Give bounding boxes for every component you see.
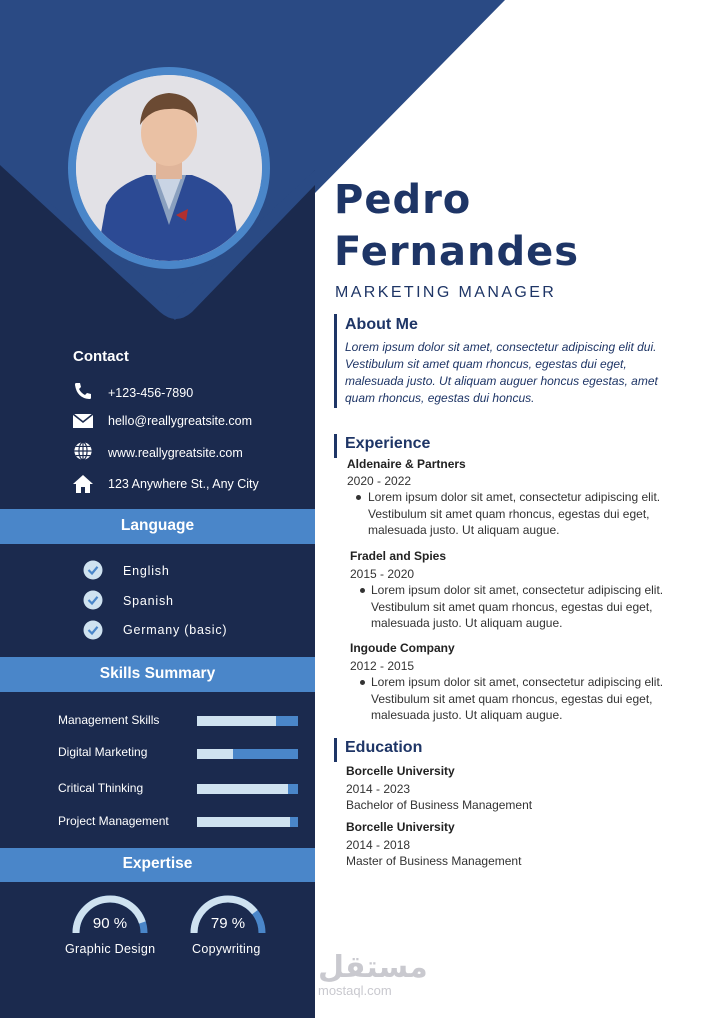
profile-photo: [76, 75, 262, 261]
skills-title: Skills Summary: [99, 665, 216, 682]
watermark-logo: مستقل: [318, 951, 428, 984]
first-name: Pedro: [334, 177, 472, 223]
home-icon: [72, 474, 94, 494]
gauge-label: Graphic Design: [65, 942, 156, 956]
check-icon: [83, 620, 103, 640]
education-period: 2014 - 2018: [346, 838, 411, 852]
language-item: Germany (basic): [123, 623, 228, 637]
phone-icon: [72, 381, 94, 401]
contact-email[interactable]: hello@reallygreatsite.com: [108, 414, 253, 428]
gauge-label: Copywriting: [192, 942, 261, 956]
job-company: Fradel and Spies: [350, 549, 447, 563]
job-period: 2020 - 2022: [347, 474, 412, 488]
contact-address: 123 Anywhere St., Any City: [108, 477, 259, 491]
bullet-icon: [360, 588, 365, 593]
skill-fill: [197, 784, 288, 794]
language-item: Spanish: [123, 594, 174, 608]
skill-bar: [197, 817, 298, 827]
portrait-photo-icon: [76, 75, 262, 261]
skill-label: Management Skills: [58, 713, 160, 727]
about-accent-bar: [334, 314, 337, 408]
education-degree: Master of Business Management: [346, 854, 522, 868]
skill-label: Project Management: [58, 814, 169, 828]
gauge-value: 90 %: [92, 915, 128, 932]
language-title: Language: [120, 517, 195, 534]
job-period: 2015 - 2020: [350, 567, 415, 581]
about-title: About Me: [345, 316, 418, 333]
education-school: Borcelle University: [346, 820, 455, 834]
skill-bar: [197, 749, 298, 759]
skill-fill: [197, 716, 276, 726]
skill-fill: [197, 749, 233, 759]
email-icon: [72, 411, 94, 431]
experience-accent-bar: [334, 434, 337, 458]
bullet-icon: [356, 495, 361, 500]
check-icon: [83, 590, 103, 610]
language-item: English: [123, 564, 170, 578]
education-title: Education: [345, 739, 423, 756]
contact-website[interactable]: www.reallygreatsite.com: [108, 446, 243, 460]
skill-fill: [197, 817, 290, 827]
skill-bar: [197, 716, 298, 726]
job-title: MARKETING MANAGER: [335, 284, 557, 301]
globe-icon: [72, 441, 94, 461]
last-name: Fernandes: [334, 229, 580, 275]
expertise-title: Expertise: [122, 855, 193, 872]
job-company: Ingoude Company: [350, 641, 455, 655]
education-degree: Bachelor of Business Management: [346, 798, 533, 812]
about-text: Lorem ipsum dolor sit amet, consectetur adipiscing elit dui. Vestibulum sit amet quam rhoncus, egestas dui eget, malesuada justo. Ut aliquam auguer honcus egestas, amet quam rhoncus, egestas dui honcus.: [345, 340, 658, 405]
experience-title: Experience: [345, 435, 431, 452]
gauge-value: 79 %: [210, 915, 246, 932]
job-description: Lorem ipsum dolor sit amet, consectetur adipiscing elit. Vestibulum sit amet quam rhoncus, egestas dui eget, malesuada justo. Ut aliquam augue.: [368, 490, 661, 537]
check-icon: [83, 560, 103, 580]
education-school: Borcelle University: [346, 764, 455, 778]
contact-phone[interactable]: +123-456-7890: [108, 386, 194, 400]
job-company: Aldenaire & Partners: [347, 457, 466, 471]
job-description: Lorem ipsum dolor sit amet, consectetur adipiscing elit. Vestibulum sit amet quam rhoncus, egestas dui eget, malesuada justo. Ut aliquam augue.: [371, 583, 664, 630]
skill-label: Critical Thinking: [58, 781, 144, 795]
skill-bar: [197, 784, 298, 794]
skill-label: Digital Marketing: [58, 745, 148, 759]
watermark-url: mostaql.com: [318, 983, 392, 998]
education-accent-bar: [334, 738, 337, 762]
job-period: 2012 - 2015: [350, 659, 415, 673]
job-description: Lorem ipsum dolor sit amet, consectetur adipiscing elit. Vestibulum sit amet quam rhoncus, egestas dui eget, malesuada justo. Ut aliquam augue.: [371, 675, 664, 722]
contact-title: Contact: [73, 348, 129, 365]
bullet-icon: [360, 680, 365, 685]
education-period: 2014 - 2023: [346, 782, 411, 796]
